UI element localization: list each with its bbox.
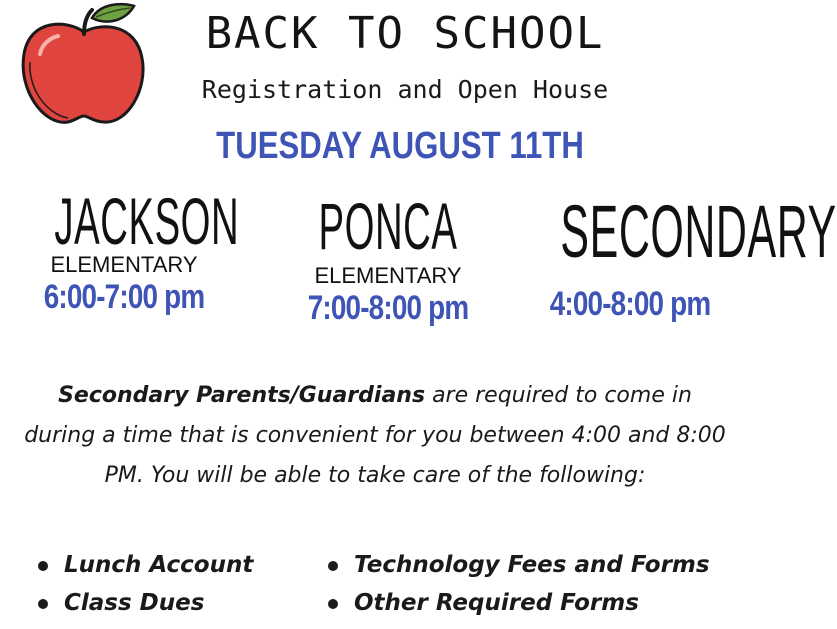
checklist-right: [322, 546, 710, 622]
school-time: 6:00-7:00 pm: [43, 278, 205, 316]
event-date: TUESDAY AUGUST 11TH: [216, 125, 584, 167]
school-time: 4:00-8:00 pm: [549, 285, 711, 323]
school-level: ELEMENTARY: [50, 252, 198, 277]
school-level: ELEMENTARY: [314, 263, 462, 288]
instructions-paragraph: [20, 376, 730, 496]
school-jackson: [4, 185, 244, 317]
apple-icon: [16, 2, 152, 130]
checklist-left: [32, 546, 253, 622]
page-subtitle: Registration and Open House: [201, 75, 609, 104]
bullet-icon: [38, 599, 48, 609]
bullet-icon: [328, 599, 338, 609]
list-item: [32, 584, 253, 622]
school-name: PONCA: [318, 189, 458, 263]
list-item-label: Other Required Forms: [354, 590, 639, 616]
list-item: [322, 584, 710, 622]
note-text: are required to come in during a time that is convenient for you between 4:00 and 8:00 PM. You will be able to take care of the following:: [24, 383, 726, 488]
list-item: [32, 546, 253, 584]
school-ponca: [268, 190, 508, 328]
school-name: SECONDARY: [560, 190, 837, 273]
school-time: 7:00-8:00 pm: [307, 289, 469, 327]
page-title: BACK TO SCHOOL: [205, 8, 605, 59]
school-name: JACKSON: [54, 184, 240, 258]
list-item-label: Class Dues: [64, 590, 205, 616]
list-item-label: Technology Fees and Forms: [354, 552, 710, 578]
bullet-icon: [328, 561, 338, 571]
bullet-icon: [38, 561, 48, 571]
note-lead: Secondary Parents/Guardians: [58, 383, 426, 408]
list-item: [322, 546, 710, 584]
school-secondary: [510, 190, 837, 324]
list-item-label: Lunch Account: [64, 552, 254, 578]
